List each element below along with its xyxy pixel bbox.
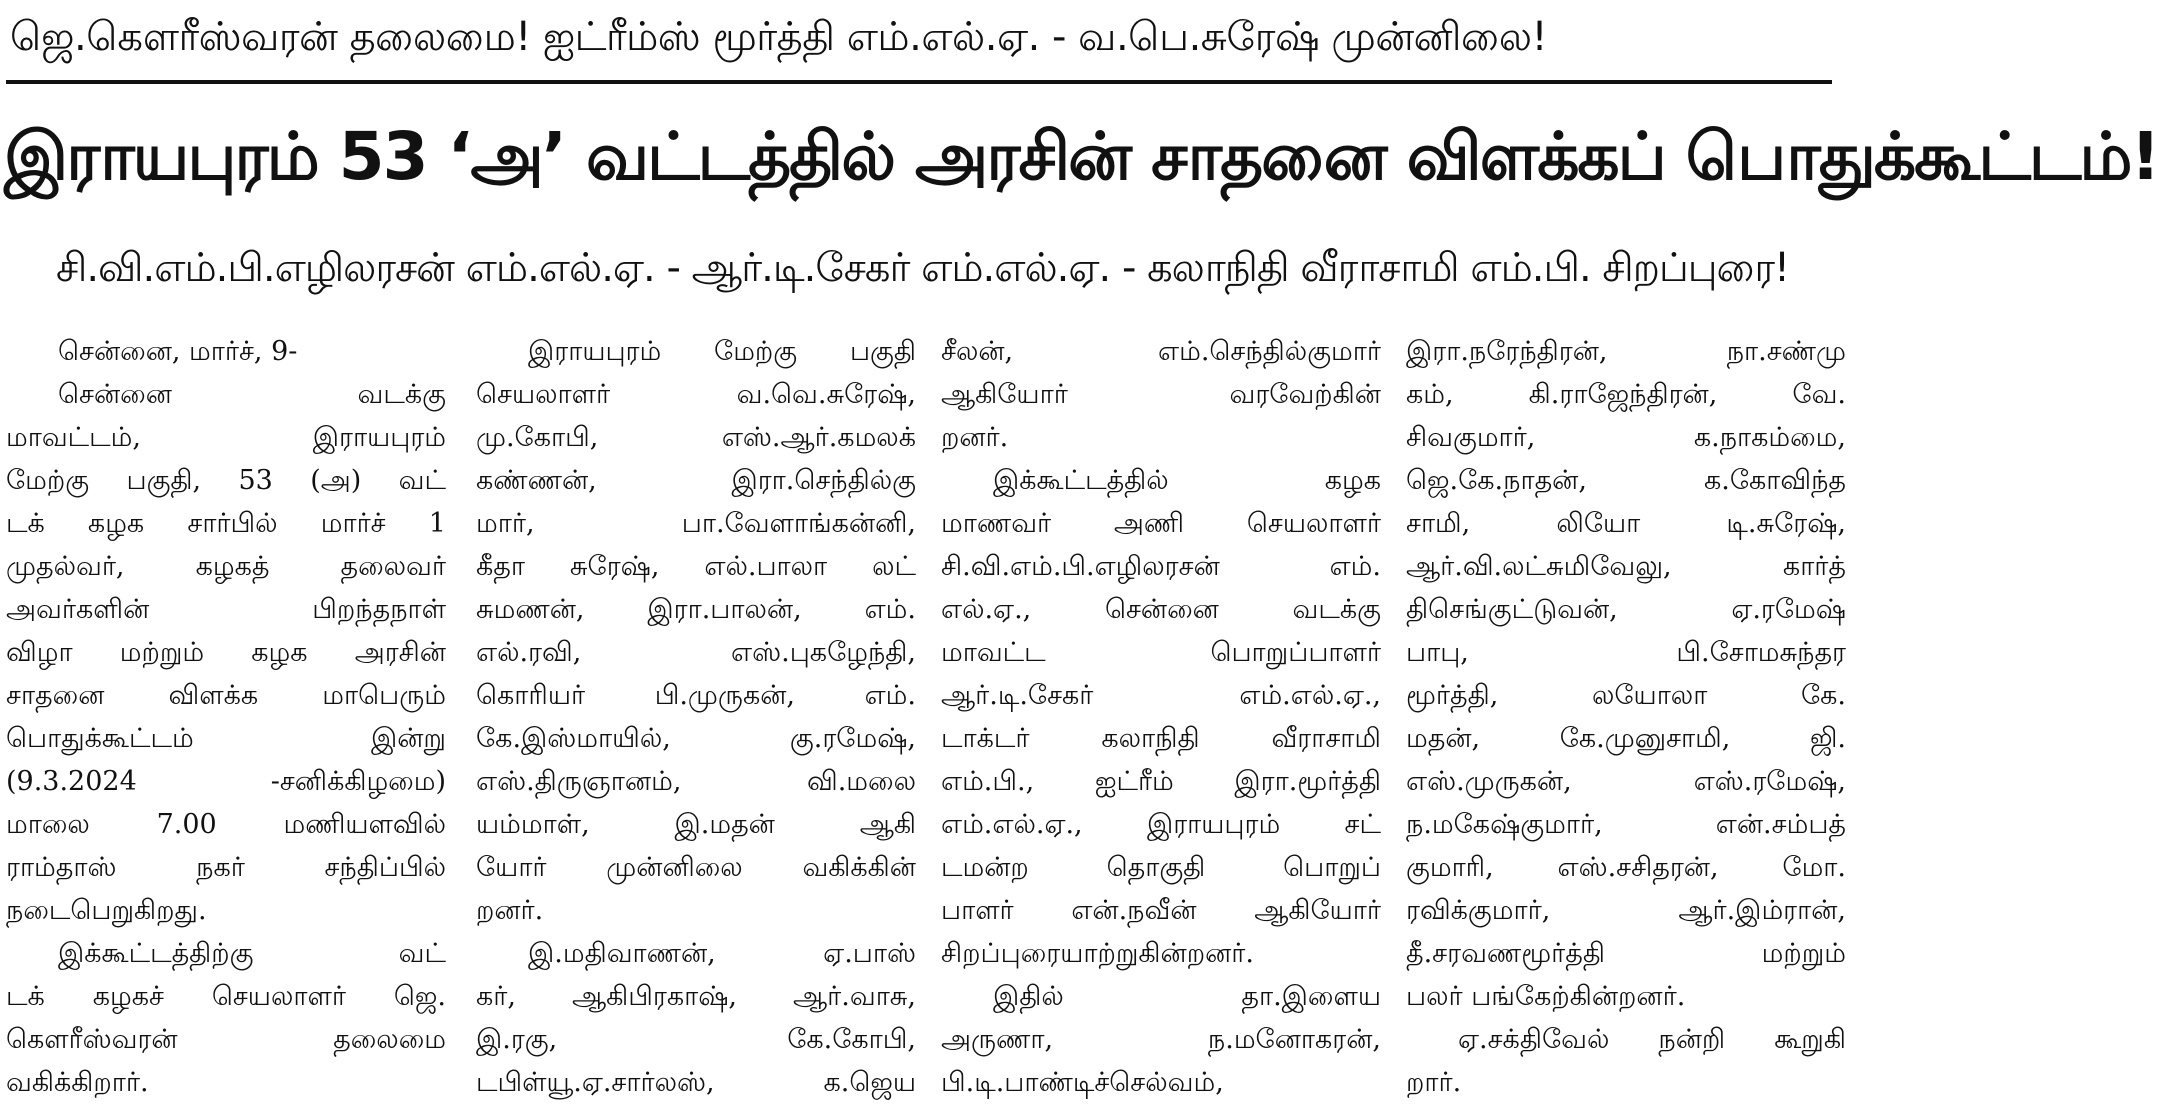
article-body — [6, 330, 1846, 1098]
article-line: சி.வி.எம்.பி.எழிலரசன் எம். — [941, 551, 1381, 582]
article-line: டக் கழக சார்பில் மார்ச் 1 — [6, 508, 446, 539]
article-line: இராயபுரம் மேற்கு பகுதி — [528, 336, 916, 367]
article-line: பொதுக்கூட்டம் இன்று — [6, 723, 446, 754]
article-line: மாவட்டம், இராயபுரம் — [6, 422, 446, 453]
article-line: ராம்தாஸ் நகர் சந்திப்பில் — [6, 852, 446, 883]
article-line: ஆர்.வி.லட்சுமிவேலு, கார்த் — [1406, 551, 1846, 582]
article-line: யோர் முன்னிலை வகிக்கின் — [476, 852, 916, 883]
article-line: நடைபெறுகிறது. — [6, 895, 207, 926]
article-line: மேற்கு பகுதி, 53 (அ) வட் — [6, 465, 446, 496]
article-line: முதல்வர், கழகத் தலைவர் — [6, 551, 446, 582]
article-line: மார், பா.வேளாங்கன்னி, — [476, 508, 916, 539]
article-line: எஸ்.முருகன், எஸ்.ரமேஷ், — [1406, 766, 1846, 797]
article-line: கீதா சுரேஷ், எல்.பாலா லட் — [476, 551, 916, 582]
article-line: யம்மாள், இ.மதன் ஆகி — [476, 809, 916, 840]
article-line: இக்கூட்டத்திற்கு வட் — [58, 938, 446, 969]
article-line: பலர் பங்கேற்கின்றனர். — [1406, 981, 1686, 1012]
article-line: வகிக்கிறார். — [6, 1067, 149, 1098]
article-line: திசெங்குட்டுவன், ஏ.ரமேஷ் — [1406, 594, 1846, 625]
article-column-3 — [941, 330, 1381, 1098]
article-line: எஸ்.திருஞானம், வி.மலை — [476, 766, 916, 797]
kicker-line: ஜெ.கௌரீஸ்வரன் தலைமை! ஐட்ரீம்ஸ் மூர்த்தி எம்.எல்.ஏ. - வ.பெ.சுரேஷ் முன்னிலை! — [10, 14, 1548, 60]
article-line: இ.மதிவாணன், ஏ.பாஸ் — [528, 938, 916, 969]
article-line: கே.இஸ்மாயில், கு.ரமேஷ், — [476, 723, 916, 754]
article-line: எம்.பி., ஐட்ரீம் இரா.மூர்த்தி — [941, 766, 1381, 797]
article-line: டக் கழகச் செயலாளர் ஜெ. — [6, 981, 446, 1012]
article-column-4 — [1406, 330, 1846, 1098]
article-line: கம், கி.ராஜேந்திரன், வே. — [1406, 379, 1846, 410]
article-line: ஜெ.கே.நாதன், க.கோவிந்த — [1406, 465, 1846, 496]
article-line: ஆகியோர் வரவேற்கின் — [941, 379, 1381, 410]
article-line: (9.3.2024 -சனிக்கிழமை) — [6, 766, 446, 797]
article-line: டபிள்யூ.ஏ.சார்லஸ், க.ஜெய — [476, 1067, 916, 1098]
article-column-1 — [6, 330, 446, 1098]
article-line: பாளர் என்.நவீன் ஆகியோர் — [941, 895, 1381, 926]
article-line: மாவட்ட பொறுப்பாளர் — [941, 637, 1381, 668]
article-line: செயலாளர் வ.வெ.சுரேஷ், — [476, 379, 916, 410]
article-line: மதன், கே.முனுசாமி, ஜி. — [1406, 723, 1846, 754]
article-line: சீலன், எம்.செந்தில்குமார் — [941, 336, 1381, 367]
article-line: ரவிக்குமார், ஆர்.இம்ரான், — [1406, 895, 1846, 926]
article-line: றனர். — [941, 422, 1009, 453]
article-line: டமன்ற தொகுதி பொறுப் — [941, 852, 1381, 883]
article-line: அவர்களின் பிறந்தநாள் — [6, 594, 446, 625]
article-line: இ.ரகு, கே.கோபி, — [476, 1024, 916, 1055]
article-line: இக்கூட்டத்தில் கழக — [993, 465, 1381, 496]
article-line: மாலை 7.00 மணியளவில் — [6, 809, 446, 840]
article-line: சென்னை, மார்ச், 9- — [58, 336, 298, 367]
article-line: ந.மகேஷ்குமார், என்.சம்பத் — [1406, 809, 1846, 840]
article-line: குமாரி, எஸ்.சசிதரன், மோ. — [1406, 852, 1846, 883]
subheadline: சி.வி.எம்.பி.எழிலரசன் எம்.எல்.ஏ. - ஆர்.டி.சேகர் எம்.எல்.ஏ. - கலாநிதி வீராசாமி எம்.பி. சிறப்புரை! — [56, 245, 1790, 291]
article-line: தீ.சரவணமூர்த்தி மற்றும் — [1406, 938, 1846, 969]
article-line: மு.கோபி, எஸ்.ஆர்.கமலக் — [476, 422, 916, 453]
article-line: றார். — [1406, 1067, 1462, 1098]
divider-rule — [6, 80, 1832, 84]
article-line: இதில் தா.இளைய — [993, 981, 1381, 1012]
headline: இராயபுரம் 53 ‘அ’ வட்டத்தில் அரசின் சாதனை விளக்கப் பொதுக்கூட்டம்! — [4, 118, 2159, 195]
article-line: விழா மற்றும் கழக அரசின் — [6, 637, 446, 668]
article-line: பி.டி.பாண்டிச்செல்வம், — [941, 1067, 1224, 1098]
article-line: மூர்த்தி, லயோலா கே. — [1406, 680, 1846, 711]
article-line: சிறப்புரையாற்றுகின்றனர். — [941, 938, 1254, 969]
article-line: மாணவர் அணி செயலாளர் — [941, 508, 1381, 539]
article-line: இரா.நரேந்திரன், நா.சண்மு — [1406, 336, 1846, 367]
article-line: கொரியர் பி.முருகன், எம். — [476, 680, 916, 711]
article-line: கர், ஆகிபிரகாஷ், ஆர்.வாசு, — [476, 981, 916, 1012]
article-column-2 — [476, 330, 916, 1098]
article-line: றனர். — [476, 895, 544, 926]
article-line: எல்.ஏ., சென்னை வடக்கு — [941, 594, 1381, 625]
article-line: அருணா, ந.மனோகரன், — [941, 1024, 1381, 1055]
article-line: பாபு, பி.சோமசுந்தர — [1406, 637, 1846, 668]
article-line: சாதனை விளக்க மாபெரும் — [6, 680, 446, 711]
article-line: கண்ணன், இரா.செந்தில்கு — [476, 465, 916, 496]
article-line: சென்னை வடக்கு — [58, 379, 446, 410]
article-line: ஆர்.டி.சேகர் எம்.எல்.ஏ., — [941, 680, 1381, 711]
article-line: டாக்டர் கலாநிதி வீராசாமி — [941, 723, 1381, 754]
article-line: சுமணன், இரா.பாலன், எம். — [476, 594, 916, 625]
article-line: கௌரீஸ்வரன் தலைமை — [6, 1024, 446, 1055]
article-line: எல்.ரவி, எஸ்.புகழேந்தி, — [476, 637, 916, 668]
article-line: எம்.எல்.ஏ., இராயபுரம் சட் — [941, 809, 1381, 840]
article-line: சிவகுமார், க.நாகம்மை, — [1406, 422, 1846, 453]
article-line: சாமி, லியோ டி.சுரேஷ், — [1406, 508, 1846, 539]
article-line: ஏ.சக்திவேல் நன்றி கூறுகி — [1458, 1024, 1846, 1055]
